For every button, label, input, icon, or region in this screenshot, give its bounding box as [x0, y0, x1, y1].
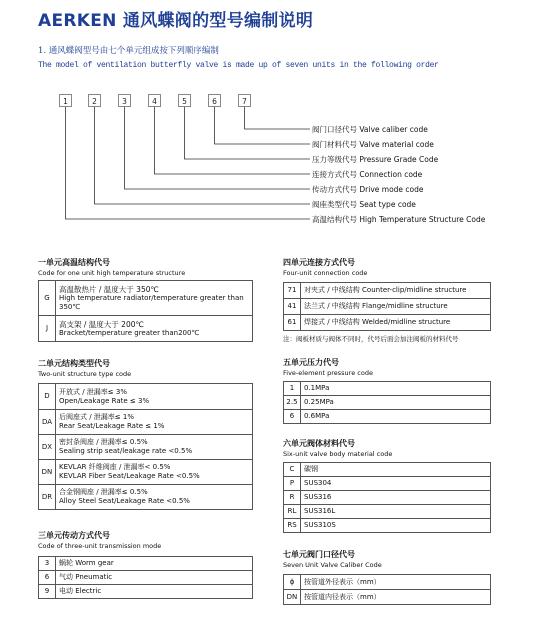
diagram-label-caliber: 阀门口径代号 Valve caliber code: [312, 125, 428, 134]
description-cell: 碳钢: [301, 463, 491, 477]
unit4-note: 注：阀板材质与阀体不同时，代号后面会加注阀板的材料代号: [283, 335, 459, 343]
description-en: High temperature radiator/temperature greater than 350℃: [59, 293, 244, 311]
description-cell: 按管道外径表示（mm）: [301, 575, 491, 590]
description-en: Sealing strip seat/leakage rate <0.5%: [59, 447, 193, 455]
intro-chinese: 1. 通风蝶阀型号由七个单元组成按下列顺序编制: [38, 46, 219, 56]
unit2-title: 二单元结构类型代号: [38, 359, 110, 368]
code-cell: 61: [284, 315, 301, 331]
code-cell: 6: [39, 571, 56, 585]
table-row: [284, 382, 491, 396]
unit3-table: [38, 556, 253, 599]
diagram-label-drive: 传动方式代号 Drive mode code: [312, 185, 424, 194]
table-row: [39, 585, 253, 599]
unit4-subtitle: Four-unit connection code: [283, 269, 368, 277]
code-cell: DN: [39, 460, 56, 485]
unit-box-6: 6: [208, 94, 221, 107]
table-row: [284, 315, 491, 331]
table-row: [39, 557, 253, 571]
description-cell: 蜗轮 Worm gear: [56, 557, 253, 571]
code-cell: DA: [39, 410, 56, 435]
description-cn: 密封条阀座 / 泄漏率≤ 0.5%: [59, 438, 148, 446]
description-cell: 对夹式 / 中线结构 Counter-clip/midline structure: [301, 283, 491, 299]
table-row: [39, 460, 253, 485]
description-cell: [56, 485, 253, 510]
code-cell: D: [39, 384, 56, 410]
unit2-subtitle: Two-unit structure type code: [38, 370, 132, 378]
description-cell: [56, 384, 253, 410]
code-cell: R: [284, 491, 301, 505]
description-cell: 电动 Electric: [56, 585, 253, 599]
description-cn: 高支架 / 温度大于 200℃: [59, 319, 144, 329]
table-row: [39, 384, 253, 410]
diagram-label-connection: 连接方式代号 Connection code: [312, 170, 423, 179]
description-cell: [56, 316, 253, 342]
description-cell: 焊接式 / 中线结构 Welded/midline structure: [301, 315, 491, 331]
table-row: [39, 571, 253, 585]
diagram-label-pressure: 压力等级代号 Pressure Grade Code: [312, 155, 439, 164]
description-cell: 0.1MPa: [301, 382, 491, 396]
table-row: [39, 316, 253, 342]
unit1-table: [38, 280, 253, 342]
code-cell: G: [39, 281, 56, 316]
unit7-table: [283, 574, 491, 605]
unit3-title: 三单元传动方式代号: [38, 531, 110, 540]
description-cn: 高温散热片 / 温度大于 350℃: [59, 284, 159, 294]
diagram-label-high-temp: 高温结构代号 High Temperature Structure Code: [312, 215, 486, 224]
description-en: Bracket/temperature greater than200℃: [59, 328, 200, 337]
description-cell: [56, 435, 253, 460]
table-row: [39, 485, 253, 510]
description-cell: 按管道内径表示（mm）: [301, 590, 491, 605]
description-en: Alloy Steel Seat/Leakage Rate <0.5%: [59, 497, 190, 505]
code-cell: DN: [284, 590, 301, 605]
description-cn: 开放式 / 泄漏率≤ 3%: [59, 387, 128, 396]
code-cell: DR: [39, 485, 56, 510]
table-row: [284, 463, 491, 477]
unit7-subtitle: Seven Unit Valve Caliber Code: [283, 561, 382, 569]
description-cell: 0.25MPa: [301, 396, 491, 410]
table-row: [284, 491, 491, 505]
unit5-subtitle: Five-element pressure code: [283, 369, 373, 377]
description-en: KEVLAR Fiber Seat/Leakage Rate <0.5%: [59, 472, 200, 480]
code-cell: RL: [284, 505, 301, 519]
description-cn: KEVLAR 纤维阀座 / 泄漏率< 0.5%: [59, 463, 171, 471]
table-row: [284, 396, 491, 410]
unit2-table: [38, 383, 253, 510]
description-en: Open/Leakage Rate ≤ 3%: [59, 396, 150, 405]
unit4-table: [283, 282, 491, 331]
description-cn: 后阀座式 / 泄漏率≤ 1%: [59, 413, 135, 421]
code-cell: P: [284, 477, 301, 491]
code-cell: 71: [284, 283, 301, 299]
description-cell: [56, 281, 253, 316]
code-cell: C: [284, 463, 301, 477]
description-cell: SUS316L: [301, 505, 491, 519]
unit5-table: [283, 381, 491, 424]
unit-box-7: 7: [238, 94, 251, 107]
code-cell: 2.5: [284, 396, 301, 410]
code-cell: 6: [284, 410, 301, 424]
description-cell: SUS304: [301, 477, 491, 491]
table-row: [284, 477, 491, 491]
unit-box-2: 2: [88, 94, 101, 107]
code-cell: 9: [39, 585, 56, 599]
description-cell: 法兰式 / 中线结构 Flange/midline structure: [301, 299, 491, 315]
description-en: Rear Seat/Leakage Rate ≤ 1%: [59, 422, 165, 430]
unit1-title: 一单元高温结构代号: [38, 258, 110, 267]
table-row: [284, 590, 491, 605]
code-cell: RS: [284, 519, 301, 533]
unit6-subtitle: Six-unit valve body material code: [283, 450, 393, 458]
unit4-title: 四单元连接方式代号: [283, 258, 355, 267]
code-cell: 3: [39, 557, 56, 571]
intro-english: The model of ventilation butterfly valve is made up of seven units in the following order: [38, 61, 439, 70]
table-row: [284, 505, 491, 519]
description-cell: 0.6MPa: [301, 410, 491, 424]
unit-box-4: 4: [148, 94, 161, 107]
diagram-connector-lines: [0, 0, 537, 240]
code-cell: ϕ: [284, 575, 301, 590]
unit-box-3: 3: [118, 94, 131, 107]
unit-box-5: 5: [178, 94, 191, 107]
table-row: [39, 435, 253, 460]
table-row: [284, 410, 491, 424]
unit7-title: 七单元阀门口径代号: [283, 550, 355, 559]
unit6-title: 六单元阀体材料代号: [283, 439, 355, 448]
unit6-table: [283, 462, 491, 533]
table-row: [284, 283, 491, 299]
unit3-subtitle: Code of three-unit transmission mode: [38, 542, 162, 550]
description-cell: SUS316: [301, 491, 491, 505]
description-cell: [56, 460, 253, 485]
diagram-label-seat: 阀座类型代号 Seat type code: [312, 200, 416, 209]
code-cell: 1: [284, 382, 301, 396]
description-cell: 气动 Pneumatic: [56, 571, 253, 585]
diagram-label-material: 阀门材料代号 Valve material code: [312, 140, 434, 149]
unit5-title: 五单元压力代号: [283, 358, 339, 367]
code-cell: DX: [39, 435, 56, 460]
table-row: [39, 410, 253, 435]
unit1-subtitle: Code for one unit high temperature structure: [38, 269, 186, 277]
table-row: [284, 299, 491, 315]
description-cn: 合金钢阀座 / 泄漏率≤ 0.5%: [59, 488, 148, 496]
description-cell: SUS310S: [301, 519, 491, 533]
page-title: AERKEN 通风蝶阀的型号编制说明: [38, 11, 314, 31]
description-cell: [56, 410, 253, 435]
unit-box-1: 1: [59, 94, 72, 107]
code-cell: 41: [284, 299, 301, 315]
table-row: [39, 281, 253, 316]
table-row: [284, 519, 491, 533]
code-cell: J: [39, 316, 56, 342]
table-row: [284, 575, 491, 590]
